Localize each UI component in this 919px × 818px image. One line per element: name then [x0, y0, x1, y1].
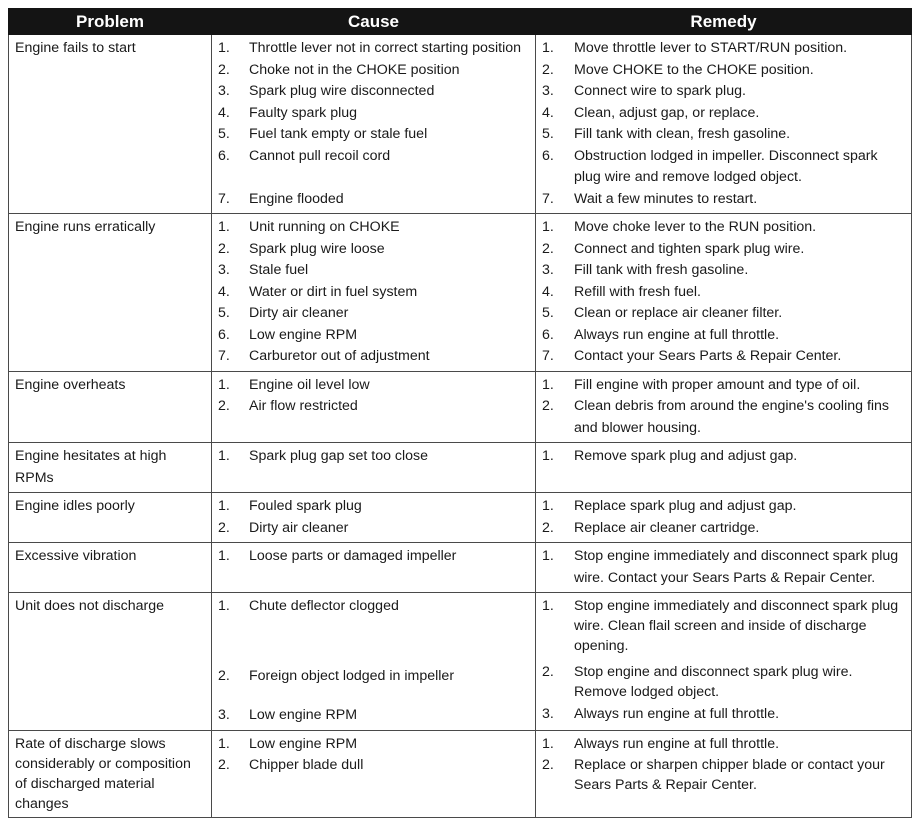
remedy-item: 2. Replace or sharpen chipper blade or contact your Sears Parts & Repair Center.: [542, 757, 885, 793]
remedy-cell: [536, 443, 912, 493]
remedy-item: 1. Always run engine at full throttle.: [542, 735, 780, 752]
cause-item: 2. Air flow restricted: [218, 398, 358, 414]
table-row: [9, 493, 912, 543]
table-row: [9, 543, 912, 593]
header-row: [9, 9, 912, 35]
cause-item: 3. Stale fuel: [218, 262, 309, 278]
cause-item: 2. Dirty air cleaner: [218, 519, 349, 536]
problem-cell: Rate of discharge slows considerably or composition of discharged material changes: [9, 730, 212, 817]
remedy-item: 2. Move CHOKE to the CHOKE position.: [542, 61, 814, 78]
cause-item: 2. Chipper blade dull: [218, 757, 364, 773]
header-cause: Cause: [212, 9, 536, 35]
remedy-item: 1. Stop engine immediately and disconnect spark plug wire. Clean flail screen and inside of discharge opening.: [542, 598, 899, 654]
cause-item: 1. Spark plug gap set too close: [218, 448, 429, 464]
cause-item: 2. Choke not in the CHOKE position: [218, 61, 460, 78]
table-row: [9, 730, 912, 817]
cause-cell: [212, 214, 536, 372]
table-row: [9, 214, 912, 372]
cause-item: 1. Throttle lever not in correct starting position: [218, 40, 522, 56]
remedy-cell: [536, 35, 912, 214]
remedy-item: 4. Clean, adjust gap, or replace.: [542, 104, 760, 121]
cause-cell: [212, 35, 536, 214]
cause-item: 4. Water or dirt in fuel system: [218, 283, 418, 300]
cause-item: 1. Loose parts or damaged impeller: [218, 548, 457, 564]
remedy-cell: [536, 593, 912, 731]
remedy-item: 2. Stop engine and disconnect spark plug wire. Remove lodged object.: [542, 664, 853, 700]
remedy-cell: [536, 543, 912, 593]
remedy-cell: [536, 730, 912, 817]
remedy-item: 2. Replace air cleaner cartridge.: [542, 519, 760, 536]
remedy-item: 5. Fill tank with clean, fresh gasoline.: [542, 126, 791, 142]
remedy-cell: [536, 493, 912, 543]
problem-cell: Unit does not discharge: [9, 593, 212, 731]
remedy-item: 6. Obstruction lodged in impeller. Disconnect spark plug wire and remove lodged object.: [542, 147, 878, 185]
cause-item: 1. Chute deflector clogged: [218, 598, 399, 614]
troubleshooting-table: [8, 8, 912, 818]
cause-item: 3. Spark plug wire disconnected: [218, 83, 435, 99]
cause-item: 6. Cannot pull recoil cord: [218, 147, 391, 164]
remedy-item: 1. Replace spark plug and adjust gap.: [542, 498, 797, 514]
table-row: [9, 593, 912, 731]
problem-cell: Engine runs erratically: [9, 214, 212, 372]
remedy-item: 1. Stop engine immediately and disconnect spark plug wire. Contact your Sears Parts & Repair Center.: [542, 548, 899, 586]
remedy-cell: [536, 214, 912, 372]
cause-item: 5. Dirty air cleaner: [218, 305, 349, 321]
cause-item: 2. Foreign object lodged in impeller: [218, 668, 455, 684]
remedy-item: 5. Clean or replace air cleaner filter.: [542, 305, 783, 321]
cause-item: 1. Unit running on CHOKE: [218, 219, 400, 235]
header-problem: Problem: [9, 9, 212, 35]
cause-item: 7. Carburetor out of adjustment: [218, 348, 430, 364]
cause-cell: [212, 593, 536, 731]
cause-item: 6. Low engine RPM: [218, 326, 358, 343]
cause-item: 4. Faulty spark plug: [218, 104, 358, 121]
remedy-item: 1. Remove spark plug and adjust gap.: [542, 448, 798, 464]
remedy-item: 3. Fill tank with fresh gasoline.: [542, 262, 749, 278]
remedy-item: 7. Wait a few minutes to restart.: [542, 190, 758, 207]
cause-cell: [212, 443, 536, 493]
remedy-item: 6. Always run engine at full throttle.: [542, 326, 780, 343]
remedy-item: 1. Fill engine with proper amount and type of oil.: [542, 376, 861, 393]
table-row: [9, 371, 912, 443]
cause-item: 5. Fuel tank empty or stale fuel: [218, 126, 428, 142]
cause-item: 1. Engine oil level low: [218, 376, 370, 393]
remedy-cell: [536, 371, 912, 443]
cause-item: 7. Engine flooded: [218, 190, 344, 207]
cause-cell: [212, 730, 536, 817]
remedy-item: 3. Always run engine at full throttle.: [542, 706, 780, 722]
troubleshooting-table-container: [8, 8, 911, 818]
problem-cell: Engine overheats: [9, 371, 212, 443]
table-row: [9, 443, 912, 493]
cause-item: 2. Spark plug wire loose: [218, 240, 385, 257]
remedy-item: 1. Move choke lever to the RUN position.: [542, 219, 817, 235]
remedy-item: 3. Connect wire to spark plug.: [542, 83, 746, 99]
remedy-item: 1. Move throttle lever to START/RUN position.: [542, 40, 848, 56]
remedy-item: 4. Refill with fresh fuel.: [542, 283, 701, 300]
cause-cell: [212, 543, 536, 593]
problem-cell: Excessive vibration: [9, 543, 212, 593]
header-remedy: Remedy: [536, 9, 912, 35]
problem-cell: Engine idles poorly: [9, 493, 212, 543]
remedy-item: 2. Connect and tighten spark plug wire.: [542, 240, 805, 257]
cause-item: 1. Low engine RPM: [218, 735, 358, 752]
cause-item: 3. Low engine RPM: [218, 707, 358, 723]
cause-cell: [212, 371, 536, 443]
remedy-item: 7. Contact your Sears Parts & Repair Center.: [542, 348, 842, 364]
cause-cell: [212, 493, 536, 543]
problem-cell: Engine fails to start: [9, 35, 212, 214]
cause-item: 1. Fouled spark plug: [218, 498, 362, 514]
problem-cell: Engine hesitates at high RPMs: [9, 443, 212, 493]
remedy-item: 2. Clean debris from around the engine's cooling fins and blower housing.: [542, 398, 890, 436]
table-row: [9, 35, 912, 214]
